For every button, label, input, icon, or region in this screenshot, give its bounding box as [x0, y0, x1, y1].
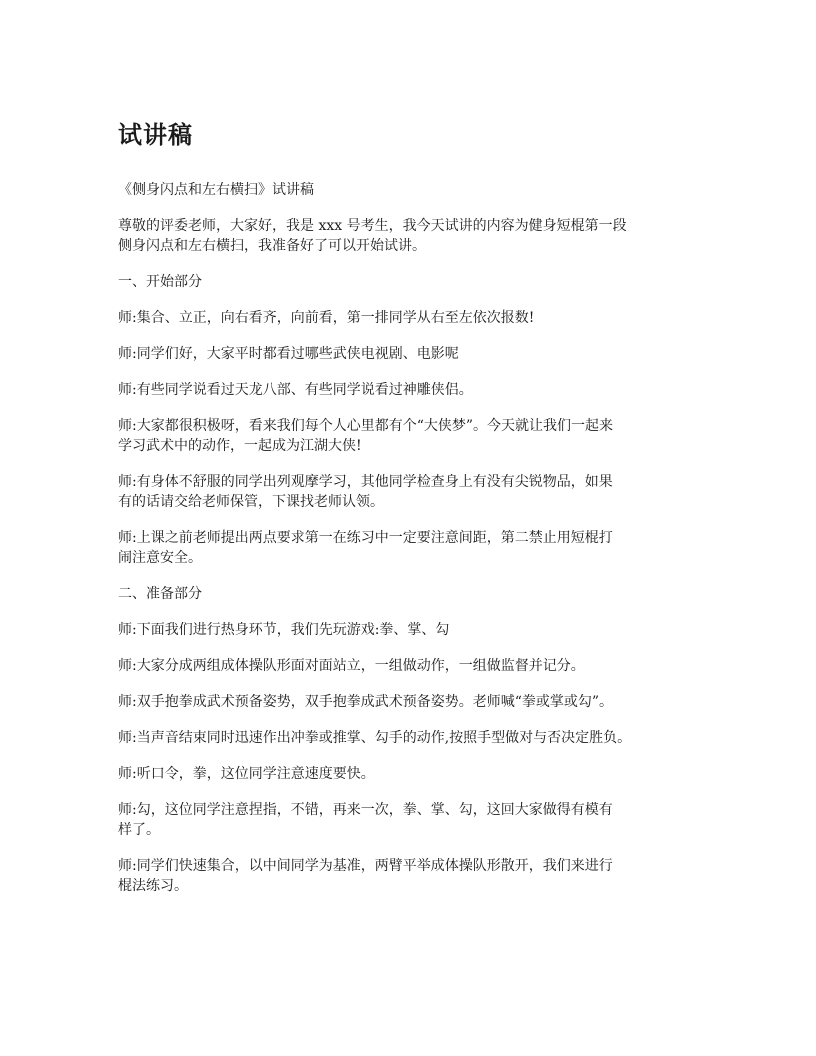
- lesson-title: 《侧身闪点和左右横扫》试讲稿: [118, 182, 314, 198]
- paragraph: 师:听口令，拳，这位同学注意速度要快。: [118, 766, 375, 782]
- paragraph: 师:大家分成两组成体操队形面对面站立，一组做动作，一组做监督并记分。: [118, 658, 585, 674]
- paragraph: 师:同学们快速集合，以中间同学为基准，两臂平举成体操队形散开，我们来进行 棍法练习。: [118, 858, 613, 894]
- document-body: [118, 118, 698, 912]
- paragraph: 师:下面我们进行热身环节，我们先玩游戏:拳、掌、勾: [118, 622, 450, 638]
- paragraph: 师:有身体不舒服的同学出列观摩学习，其他同学检查身上有没有尖锐物品，如果 有的话请交给老师保管，下课找老师认领。: [118, 474, 613, 510]
- paragraph: 师:双手抱拳成武术预备姿势，双手抱拳成武术预备姿势。老师喊“拳或掌或勾”。: [118, 694, 614, 710]
- section-heading-start: 一、开始部分: [118, 274, 202, 290]
- paragraph: 师:同学们好，大家平时都看过哪些武侠电视剧、电影呢: [118, 346, 459, 362]
- paragraph: 师:当声音结束同时迅速作出冲拳或推掌、勾手的动作,按照手型做对与否决定胜负。: [118, 730, 632, 746]
- section-heading-prep: 二、准备部分: [118, 586, 202, 602]
- document-title: 试讲稿: [118, 121, 193, 149]
- greeting-paragraph: 尊敬的评委老师，大家好，我是 xxx 号考生，我今天试讲的内容为健身短棍第一段 侧身闪点和左右横扫，我准备好了可以开始试讲。: [118, 218, 627, 254]
- paragraph: 师:上课之前老师提出两点要求第一在练习中一定要注意间距，第二禁止用短棍打 闹注意安全。: [118, 530, 613, 566]
- paragraph: 师:大家都很积极呀，看来我们每个人心里都有个“大侠梦”。今天就让我们一起来 学习武术中的动作，一起成为江湖大侠!: [118, 418, 614, 454]
- paragraph: 师:集合、立正，向右看齐，向前看，第一排同学从右至左依次报数!: [118, 310, 535, 326]
- paragraph: 师:勾，这位同学注意捏指，不错，再来一次，拳、掌、勾，这回大家做得有模有 样了。: [118, 802, 613, 838]
- paragraph: 师:有些同学说看过天龙八部、有些同学说看过神雕侠侣。: [118, 382, 473, 398]
